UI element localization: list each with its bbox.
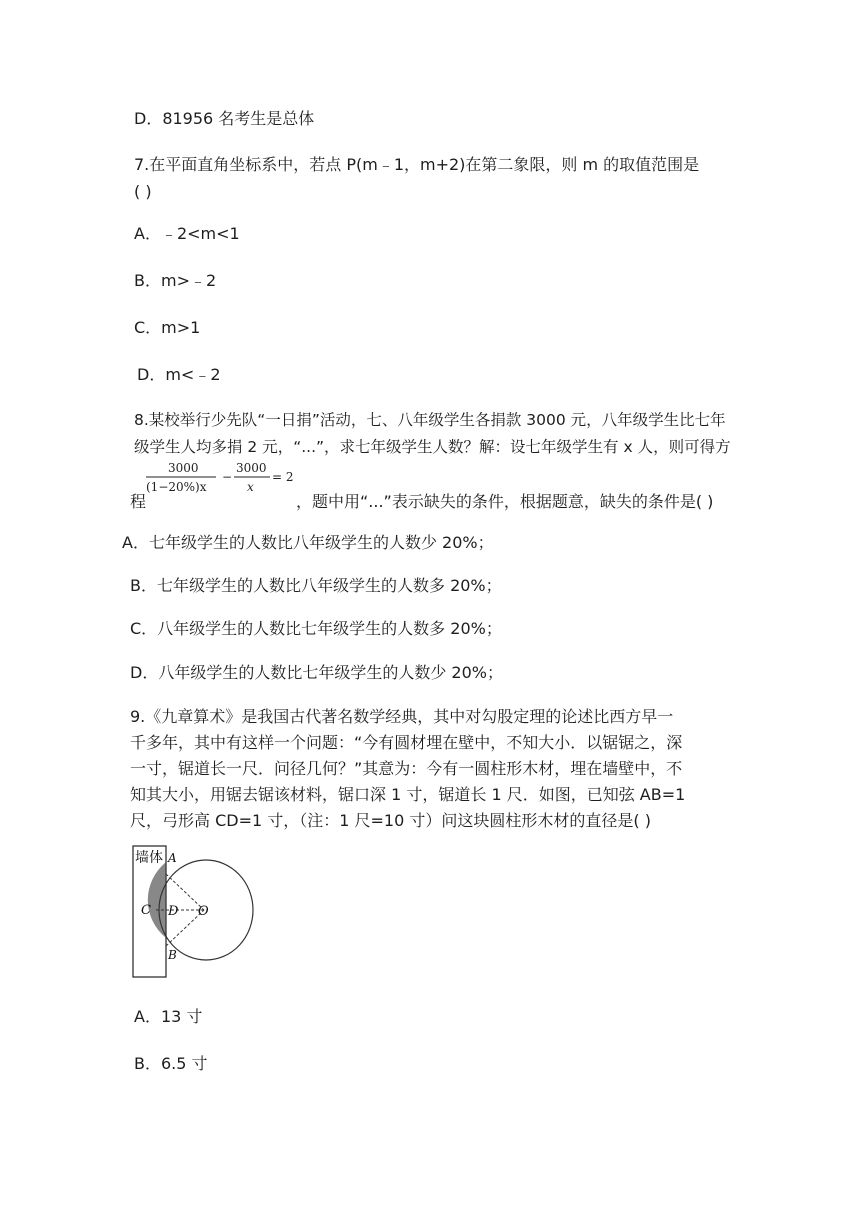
q9-stem-line2: 千多年，其中有这样一个问题：“今有圆材埋在壁中，不知大小．以锯锯之，深 <box>130 733 683 752</box>
q8-stem-line2: 级学生人均多捐 2 元，“...”，求七年级学生人数？解：设七年级学生有 x 人，则可得方 <box>134 438 731 456</box>
q8-eq-minus: − <box>222 470 233 484</box>
q8-option-b: B．七年级学生的人数比八年级学生的人数多 20%； <box>130 576 502 595</box>
q8-stem-line1: 8.某校举行少先队“一日捐”活动，七、八年级学生各捐款 3000 元，八年级学生比七年 <box>134 411 726 429</box>
q9-stem-line5: 尺，弓形高 CD=1 寸，（注：1 尺=10 寸）问这块圆柱形木材的直径是( ) <box>130 811 651 830</box>
q8-eq-equals: = 2 <box>272 470 294 484</box>
q6-option-d: D．81956 名考生是总体 <box>134 109 315 128</box>
q9-stem-line1: 9.《九章算术》是我国古代著名数学经典，其中对勾股定理的论述比西方早一 <box>130 707 674 726</box>
q9-option-a: A．13 寸 <box>134 1007 203 1026</box>
q7-option-d: D．m<﹣2 <box>137 365 221 384</box>
q9-figure <box>128 840 268 982</box>
label-c: C <box>141 903 151 918</box>
q9-option-b: B．6.5 寸 <box>134 1054 208 1073</box>
q8-eq-denominator1: (1−20%)x <box>146 480 207 494</box>
wall-label: 墙体 <box>135 850 163 866</box>
q8-eq-denominator2: x <box>247 480 254 494</box>
q8-option-c: C．八年级学生的人数比七年级学生的人数多 20%； <box>130 619 502 638</box>
q8-option-a: A．七年级学生的人数比八年级学生的人数少 20%； <box>122 533 494 552</box>
label-b: B <box>168 948 177 962</box>
q7-option-a: A．﹣2<m<1 <box>134 224 240 243</box>
q8-stem-line3-prefix: 程 <box>130 492 147 511</box>
q7-option-c: C．m>1 <box>134 318 201 337</box>
q8-eq-numerator1: 3000 <box>168 461 199 475</box>
q9-stem-line4: 知其大小，用锯去锯该材料，锯口深 1 寸，锯道长 1 尺．如图，已知弦 AB=1 <box>130 785 686 804</box>
q8-stem-line3-suffix: ，题中用“...”表示缺失的条件，根据题意，缺失的条件是( ) <box>296 492 714 511</box>
shaded-segment <box>148 862 166 938</box>
q8-equation <box>146 458 296 500</box>
label-d: D <box>168 904 179 919</box>
q8-option-d: D．八年级学生的人数比七年级学生的人数少 20%； <box>130 663 503 682</box>
q8-eq-numerator2: 3000 <box>236 461 267 475</box>
q7-stem-line2: ( ) <box>134 182 152 201</box>
q9-stem-line3: 一寸，锯道长一尺．问径几何？”其意为：今有一圆柱形木材，埋在墙壁中，不 <box>130 759 683 778</box>
q7-stem-line1: 7.在平面直角坐标系中，若点 P(m﹣1，m+2)在第二象限，则 m 的取值范围是 <box>134 155 700 174</box>
label-a: A <box>168 851 177 865</box>
q7-option-b: B．m>﹣2 <box>134 271 217 290</box>
label-o: O <box>198 904 209 919</box>
